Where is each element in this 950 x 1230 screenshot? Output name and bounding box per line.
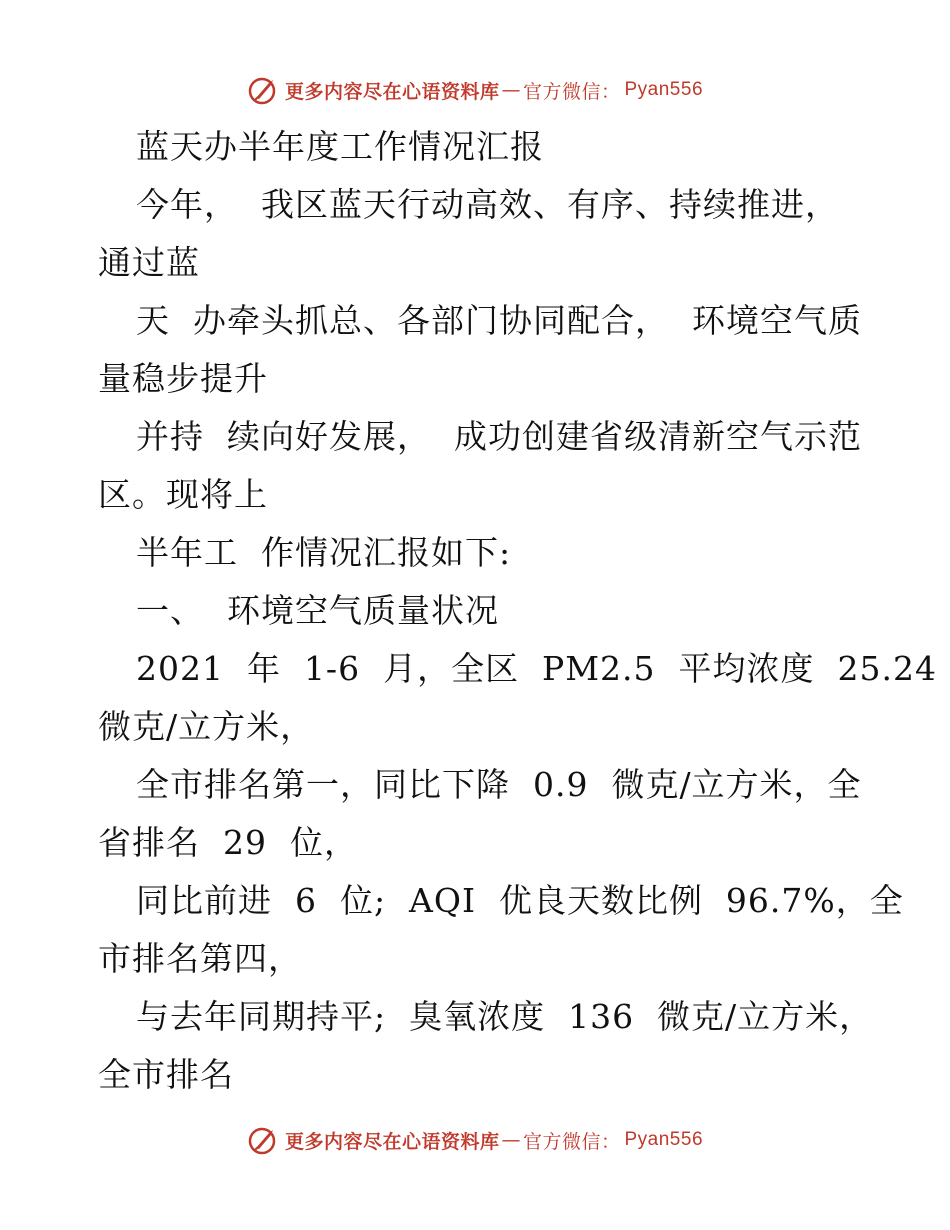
banner-wechat-id: Pyan556 xyxy=(624,1129,704,1150)
banner-main-text: 更多内容尽在心语资料库 xyxy=(284,80,500,103)
document-line: 并持 续向好发展， 成功创建省级清新空气示范 xyxy=(136,417,862,456)
document-line: 蓝天办半年度工作情况汇报 xyxy=(136,127,544,166)
banner-label: 官方微信： xyxy=(522,1130,621,1153)
banner-wechat-id: Pyan556 xyxy=(624,79,704,100)
document-line: 天 办牵头抓总、各部门协同配合， 环境空气质 xyxy=(136,301,862,340)
document-line: 同比前进 6 位; AQI 优良天数比例 96.7%，全 xyxy=(136,881,904,920)
document-line: 全市排名第一，同比下降 0.9 微克/立方米，全 xyxy=(136,765,862,804)
footer-watermark-banner xyxy=(0,1120,950,1160)
document-line: 市排名第四， xyxy=(98,939,302,978)
document-line: 半年工 作情况汇报如下: xyxy=(136,533,512,572)
header-watermark-banner xyxy=(0,70,950,110)
document-line: 今年， 我区蓝天行动高效、有序、持续推进， xyxy=(136,185,839,224)
banner-label: 官方微信： xyxy=(522,80,621,103)
document-line: 通过蓝 xyxy=(98,243,200,282)
document-line: 省排名 29 位， xyxy=(98,823,358,862)
document-body xyxy=(98,118,937,1104)
document-line: 全市排名 xyxy=(98,1055,234,1094)
document-line: 区。现将上 xyxy=(98,475,268,514)
document-line: 量稳步提升 xyxy=(98,359,268,398)
document-line: 微克/立方米， xyxy=(98,707,315,746)
banner-separator: — xyxy=(501,1129,521,1151)
banner-main-text: 更多内容尽在心语资料库 xyxy=(284,1130,500,1153)
quill-pen-seal-icon xyxy=(247,74,279,106)
banner-separator: — xyxy=(501,79,521,101)
document-line: 2021 年 1-6 月，全区 PM2.5 平均浓度 25.24 xyxy=(136,649,937,688)
quill-pen-seal-icon xyxy=(247,1124,279,1156)
document-line: 一、 环境空气质量状况 xyxy=(136,591,499,630)
document-line: 与去年同期持平; 臭氧浓度 136 微克/立方米， xyxy=(136,997,874,1036)
